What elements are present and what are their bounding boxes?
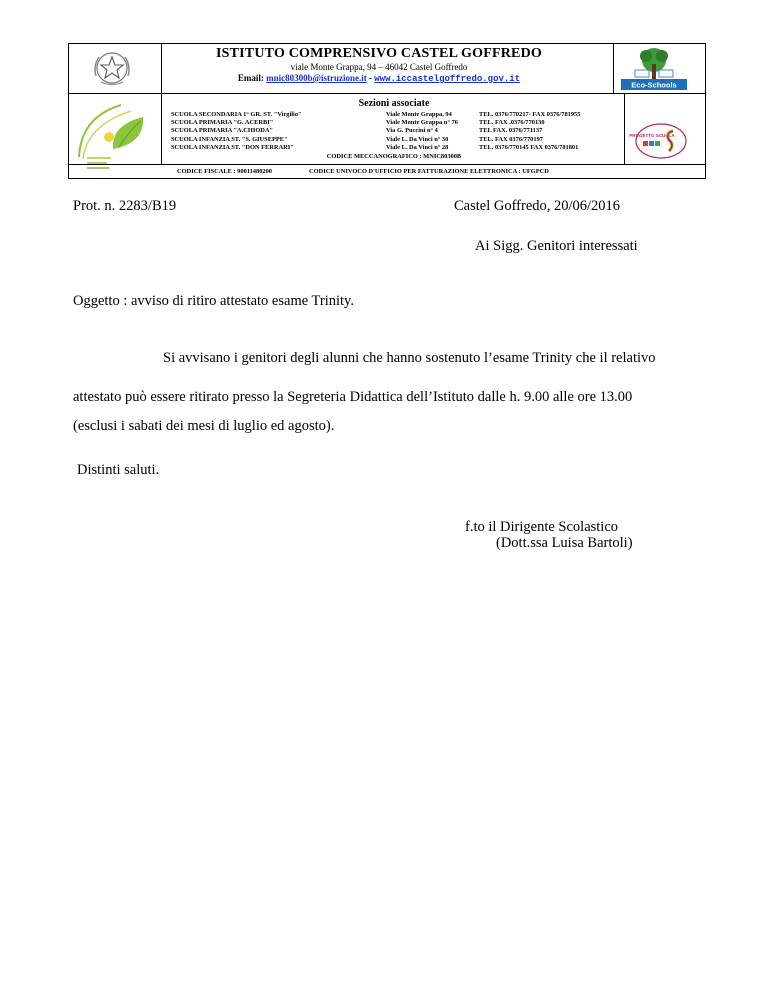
school-address: Viale Monte Grappa, 94 [386, 111, 452, 118]
recipient: Ai Sigg. Genitori interessati [475, 238, 638, 254]
school-row [171, 136, 621, 144]
school-name: SCUOLA INFANZIA ST. "S. GIUSEPPE" [171, 135, 288, 143]
school-address: Viale L. Da Vinci n° 30 [386, 135, 449, 143]
divider [624, 93, 625, 164]
email-label: Email: [237, 73, 264, 83]
school-address: Viale L. Da Vinci n° 28 [386, 143, 449, 151]
email-link[interactable]: mnic80300b@istruzione.it [266, 73, 367, 83]
school-row [171, 127, 621, 135]
school-row [171, 144, 621, 152]
school-row [171, 119, 621, 127]
school-address: Viale Monte Grappa n° 76 [386, 119, 458, 127]
republic-emblem-icon [89, 48, 135, 88]
contact-separator: - [369, 73, 373, 83]
website-link[interactable]: www.iccastelgoffredo.gov.it [374, 74, 521, 84]
school-phone: TEL. FAX 0376/770197 [479, 135, 543, 143]
greeting: Distinti saluti. [77, 462, 160, 478]
progetto-scuola-logo [629, 123, 687, 159]
letterhead-top [69, 44, 705, 94]
schools-list [171, 111, 621, 152]
school-title: ISTITUTO COMPRENSIVO CASTEL GOFFREDO [215, 46, 542, 61]
divider [613, 44, 614, 93]
progetto-logo-text: PROGETTO SCUOLA [629, 133, 675, 138]
place-date: Castel Goffredo, 20/06/2016 [454, 198, 621, 214]
school-address: viale Monte Grappa, 94 – 46042 Castel Goffredo [290, 62, 468, 72]
school-phone: TEL FAX. 0376/771137 [479, 127, 543, 135]
codice-univoco: CODICE UNIVOCO D'UFFICIO PER FATTURAZIONE ELETTRONICA : UFGPCD [309, 168, 549, 175]
school-row [171, 111, 621, 119]
signature-title: f.to il Dirigente Scolastico [465, 519, 619, 535]
letterhead [68, 43, 706, 179]
codice-fiscale: CODICE FISCALE : 90011480200 [177, 168, 272, 175]
contact-line [169, 73, 589, 84]
eco-logo-text: Eco-Schools [631, 80, 677, 90]
codice-meccanografico: CODICE MECCANOGRAFICO : MNIC80300B [326, 153, 462, 160]
school-name: SCUOLA SECONDARIA 1° GR. ST. "Virgilio" [171, 111, 302, 118]
sections-title: Sezioni associate [358, 98, 430, 109]
letterhead-sections [69, 93, 705, 178]
school-name: SCUOLA PRIMARIA "G. ACERBI" [171, 119, 274, 127]
subject-line: Oggetto : avviso di ritiro attestato esame Trinity. [73, 293, 354, 309]
signature-name: (Dott.ssa Luisa Bartoli) [496, 535, 633, 551]
eco-schools-logo [621, 46, 687, 90]
school-phone: TEL. 0376/770217- FAX 0376/781955 [479, 111, 581, 118]
school-phone: TEL. 0376/770145 FAX 0376/781801 [479, 143, 579, 151]
school-address: Via G. Puccini n° 4 [386, 127, 438, 135]
codes-row [69, 164, 705, 178]
divider [161, 44, 162, 93]
school-name: SCUOLA PRIMARIA "A.CHIODA" [171, 127, 274, 135]
protocol-number: Prot. n. 2283/B19 [73, 198, 177, 214]
body-paragraph-line: Si avvisano i genitori degli alunni che hanno sostenuto l’esame Trinity che il relativo [163, 350, 656, 366]
green-leaf-logo [73, 97, 165, 173]
school-name: SCUOLA INFANZIA ST. "DON FERRARI" [171, 143, 294, 151]
school-phone: TEL. FAX .0376/770130 [479, 119, 545, 127]
body-paragraph-line: attestato può essere ritirato presso la Segreteria Didattica dell’Istituto dalle h. 9.00 alle ore 13.00 [73, 389, 633, 405]
body-paragraph-line: (esclusi i sabati dei mesi di luglio ed agosto). [73, 418, 335, 434]
